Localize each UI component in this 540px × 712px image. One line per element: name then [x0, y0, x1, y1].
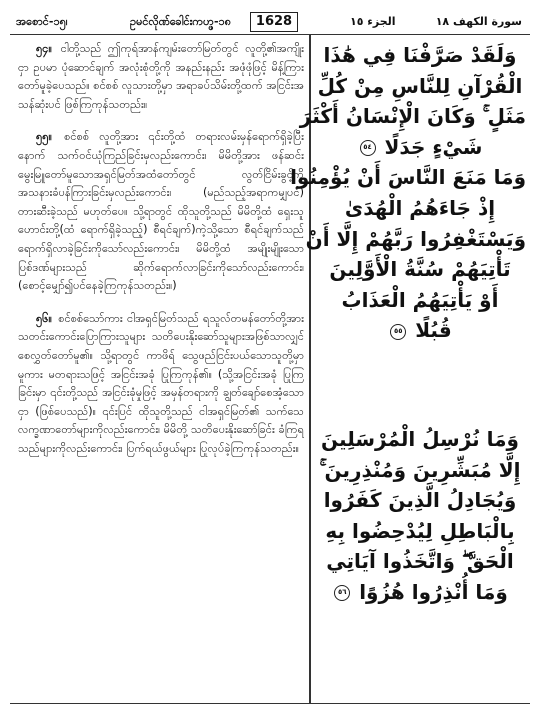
- translation-verse-56: [18, 310, 304, 459]
- arabic-line: وَمَا مَنَعَ النَّاسَ أَنْ يُؤْمِنُوا: [290, 165, 526, 190]
- arabic-line: تَأْتِيَهُمْ سُنَّةُ الْأَوَّلِينَ: [329, 257, 511, 282]
- arabic-line-text: شَيْءٍ جَدَلًا: [384, 134, 483, 159]
- page-number-box: 1628: [250, 12, 298, 32]
- arabic-line: وَمَا نُرْسِلُ الْمُرْسَلِينَ: [321, 426, 519, 451]
- arabic-line: الْحَقَّ ۖ وَاتَّخَذُوا آيَاتِي: [326, 549, 514, 574]
- chapter-label: ဥမင်လိုဏ်ခေါင်းကဟ္ဖ-၁၈: [130, 15, 231, 28]
- arabic-column: [290, 40, 526, 702]
- arabic-line: وَيَسْتَغْفِرُوا رَبَّهُمْ إِلَّا أَنْ: [305, 226, 526, 251]
- juz-label: الجزء ١٥: [350, 15, 396, 28]
- verse-text: စင်စစ် လူတို့အား ၎င်းတို့ထံ တရားလမ်းမှန်ရောက်ရှိခဲ့ပြီးနောက် သက်ဝင်ယုံကြည်ခြင်းမှလည်းကောင်း၊ မိမိတို့အား ဖန်ဆင်းမွေးမြူတော်မူသောအရှင်မြတ်အထံတော်တွင် လွတ်ငြိမ်းခွင့်ကို အသနားခံပန်ကြားခြင်းမှလည်းကောင်း၊ (မည်သည့်အရာကမျှပင်) တားဆီးခဲ့သည် မဟုတ်ပေ။ သို့ရာတွင် ထိုသူတို့သည် မိမိတို့ထံ ရှေးသူဟောင်းတို့(ထံ ရောက်ရှိခဲ့သည့်) စီရင်ချက်)ကဲ့သို့သော စီရင်ချက်သည် ရောက်ရှိလာခဲ့ခြင်းကိုသော်လည်းကောင်း၊ မိမိတို့ထံ အမျိုးမျိုးသောပြစ်ဒဏ်များသည် ဆိုက်ရောက်လာခြင်းကိုသော်လည်းကောင်း၊ (စောင့်မျှော်၍ပင်နေခဲ့ကြကုန်သတည်း။): [18, 130, 304, 293]
- arabic-line: إِلَّا مُبَشِّرِينَ وَمُنْذِرِينَ ۚ: [319, 457, 521, 482]
- arabic-verse-55: [290, 162, 526, 346]
- arabic-line: بِالْبَاطِلِ لِيُدْحِضُوا بِهِ: [325, 518, 515, 543]
- verse-number: ၅၆။: [36, 311, 52, 325]
- verse-text: ငါတို့သည် ဤကုရ်အာန်ကျမ်းတော်မြတ်တွင် လူတို့၏အကျိုးငှာ ဥပမာ ပုံဆောင်ချက် အလုံးစုံတို့ကို အနည်းနည်း အဖုံဖုံဖြင့် မိန့်ကြားတော်မူခဲ့ပေသည်။ စင်စစ် လူသားတို့မှာ အရာခပ်သိမ်းတို့ထက် အငြင်းအသန်ဆုံးပင် ဖြစ်ကြကုန်သတည်း။: [18, 42, 305, 111]
- page-header: [10, 12, 530, 32]
- arabic-line-text: قُبُلًا: [415, 318, 452, 343]
- column-divider: [309, 34, 311, 704]
- translation-column: [18, 40, 304, 702]
- translation-verse-54: [18, 40, 304, 114]
- arabic-line: إِذْ جَاءَهُمُ الْهُدَىٰ: [344, 195, 496, 220]
- surah-label: سورة الكهف ١٨: [435, 15, 522, 28]
- ayah-end-marker: ٥٦: [334, 585, 350, 601]
- volume-label: အစောင်-၁၅၊: [16, 15, 68, 28]
- verse-gap: [314, 346, 526, 424]
- arabic-line: [314, 132, 526, 163]
- arabic-line: وَلَقَدْ صَرَّفْنَا فِي هَٰذَا: [323, 43, 517, 67]
- translation-verse-55: [18, 128, 304, 295]
- arabic-line: الْقُرْآنِ لِلنَّاسِ مِنْ كُلِّ: [317, 73, 523, 98]
- arabic-verse-56: [314, 424, 526, 608]
- verse-text: စင်စစ်သော်ကား ငါအရှင်မြတ်သည် ရသူလ်တမန်တော်တို့အား သတင်းကောင်းပြောကြားသူများ သတိပေးနိုးဆော်သူများအဖြစ်သာလျှင် စေလွှတ်တော်မူ၏။ သို့ရာတွင် ကာဖိရ် သွေဖည်ငြင်းပယ်သောသူတို့မှာမူကား မတရားသဖြင့် အငြင်းအခုံ ပြုကြကုန်၏။ (သို့အငြင်းအခုံ ပြုကြခြင်းမှာ ၎င်းတို့သည် အငြင်းခုံမှုဖြင့် အမှန်တရားကို ချွတ်ချော်စေအံ့သောငှာ (ဖြစ်ပေသည်)။ ၎င်းပြင် ထိုသူတို့သည် ငါအရှင်မြတ်၏ သက်သေလက္ခဏာတော်များကိုလည်းကောင်း၊ မိမိတို့ သတိပေးနိုးဆော်ခြင်း ခံကြရသည်များကိုလည်းကောင်း၊ ပြက်ရယ်ဖွယ်များ ပြုလုပ်ခဲ့ကြကုန်သတည်း။: [18, 311, 304, 455]
- arabic-line: مَثَلٍ ۚ وَكَانَ الْإِنْسَانُ أَكْثَرَ: [299, 104, 526, 129]
- verse-number: ၅၅။: [36, 130, 52, 144]
- arabic-verse-54: [299, 40, 526, 162]
- arabic-line: [314, 577, 526, 608]
- ayah-end-marker: ٥٤: [360, 140, 376, 156]
- ayah-end-marker: ٥٥: [390, 324, 406, 340]
- arabic-line: أَوْ يَأْتِيَهُمُ الْعَذَابُ: [341, 287, 499, 312]
- verse-number: ၅၄။: [36, 42, 52, 55]
- arabic-line: وَيُجَادِلُ الَّذِينَ كَفَرُوا: [323, 488, 517, 513]
- arabic-line-text: وَمَا أُنْذِرُوا هُزُوًا: [359, 579, 508, 604]
- arabic-line: [314, 315, 526, 346]
